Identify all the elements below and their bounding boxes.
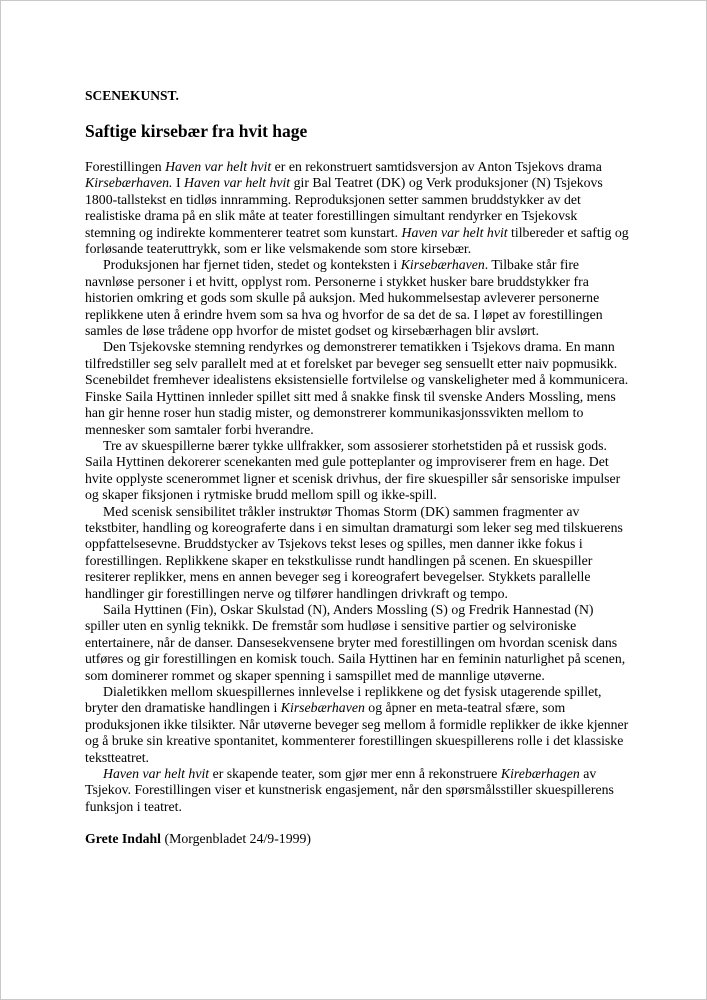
text-run: Forestillingen: [85, 159, 166, 174]
text-run: I: [172, 175, 185, 191]
text-run: Dialetikken mellom skuespillernes innlevelse i replikkene og det fysisk utagerende spillet, bryter den dramatiske handlingen i: [85, 684, 602, 716]
text-run: Haven var helt hvit: [103, 766, 210, 782]
text-run: Med scenisk sensibilitet tråkler instruktør Thomas Storm (DK) sammen fragmenter av tekstbiter, handling og koreograferte dans i en simultan dramaturgi som leker seg med tilskuerens oppfattelsesevne. Bruddstycker av Tsjekovs tekst leses og spilles, men danner ikke fokus i forestillingen. Replikkene skaper en tekstkulisse rundt handlingen på scenen. En skuespiller resiterer replikker, mens en annen beveger seg i koreografert bevegelser. Stykkets parallelle handlinger gir forestillingen nerve og tilfører handlingen drivkraft og tempo.: [85, 503, 623, 601]
text-run: Haven var helt hvit: [184, 175, 291, 191]
section-label: SCENEKUNST.: [85, 88, 179, 103]
paragraph: [85, 684, 629, 766]
text-run: og åpner en meta-teatral sfære, som produksjonen ikke tilsikter. Når utøverne beveger seg mellom å formidle replikker de ikke kjenner og å bruke sin kreative spontanitet, kommenterer forestillingen skuespillerens rolle i det klassiske tekstteatret.: [85, 700, 629, 765]
text-run: Kirsebærhaven: [280, 700, 365, 716]
text-run: er en rekonstruert samtidsversjon av Anton Tsjekovs drama: [271, 159, 602, 174]
paragraph: [85, 766, 629, 815]
text-run: Den Tsjekovske stemning rendyrkes og demonstrerer tematikken i Tsjekovs drama. En mann tilfredstiller seg selv parallelt med at et forelsket par beveger seg sensuellt etter naiv popmusikk. Scenebildet fremhever idealistens eksistensielle fortvilelse og vanskeligheter med å kommunicera. Finske Saila Hyttinen innleder spillet sitt med å snakke finsk til svenske Anders Mossling, mens han gir henne roser hun stadig mister, og demonstrerer kommunikasjonssvikten mellom to mennesker som samtaler forbi hverandre.: [85, 339, 629, 437]
text-run: Produksjonen har fjernet tiden, stedet og konteksten i: [103, 257, 401, 273]
paragraph: [85, 504, 629, 602]
text-run: gir Bal Teatret (DK) og Verk produksjoner (N) Tsjekovs 1800-tallstekst en tidløs innramming. Reproduksjonen setter sammen bruddstykker av det realistiske drama på en slik måte at teater forestillingen simultant rendyrker en Tsjekovsk stemning og indirekte kommenterer teatret som kunstart.: [85, 175, 603, 240]
byline: [85, 831, 629, 847]
text-run: . Tilbake står fire navnløse personer i et hvitt, opplyst rom. Personerne i stykket husker bare bruddstykker fra historien omkring et gods som skulle på auksjon. Med hukommelsestap avleverer personerne replikkene uten å erindre hvem som sa hva og hvorfor de sa det de sa. I løpet av forestillingen samles de løse trådene opp hvorfor de mistet godset og kirsebærhagen blir avslørt.: [85, 257, 603, 339]
text-run: av Tsjekov. Forestillingen viser et kunstnerisk engasjement, når den spørsmålsstiller skuespillerens funksjon i teatret.: [85, 766, 614, 814]
byline-author: Grete Indahl: [85, 831, 162, 847]
article-body: [85, 159, 629, 815]
paragraph: [85, 257, 629, 339]
paragraph: [85, 602, 629, 684]
text-run: Kirsebærhaven.: [85, 175, 173, 191]
text-run: Haven var helt hvit: [401, 224, 508, 240]
text-run: Haven var helt hvit: [165, 159, 272, 174]
text-run: Tre av skuespillerne bærer tykke ullfrakker, som assosierer storhetstiden på et russisk gods. Saila Hyttinen dekorerer scenekanten med gule potteplanter og improviserer frem en hage. Det hvite opplyste scenerommet ligner et scenisk drivhus, der fire skuespiller sår sensoriske impulser og skaper fiksjonen i rytmiske brudd mellom spill og ikke-spill.: [85, 437, 621, 503]
paragraph: [85, 339, 629, 437]
byline-source: (Morgenbladet 24/9-1999): [161, 831, 311, 847]
text-run: tilbereder et saftig og forløsande teateruttrykk, som er like velsmakende som store kirsebær.: [85, 224, 629, 257]
text-run: Kirsebærhaven: [400, 257, 485, 273]
text-run: er skapende teater, som gjør mer enn å rekonstruere: [209, 766, 501, 782]
paragraph: [85, 159, 629, 257]
article-title: Saftige kirsebær fra hvit hage: [85, 121, 308, 141]
text-run: Saila Hyttinen (Fin), Oskar Skulstad (N), Anders Mossling (S) og Fredrik Hannestad (N) spiller uten en synlig teknikk. De fremstår som hudløse i sensitive partier og selvironiske entertainere, når de danser. Dansesekvensene bryter med forestillingen om hvordan scenisk dans utføres og gir forestillingen en komisk touch. Saila Hyttinen har en feminin naturlighet på scenen, som dominerer rommet og skaper spenning i samspillet med de mannlige utøverne.: [85, 601, 626, 683]
text-run: Kirebærhagen: [500, 766, 580, 782]
paragraph: [85, 438, 629, 504]
